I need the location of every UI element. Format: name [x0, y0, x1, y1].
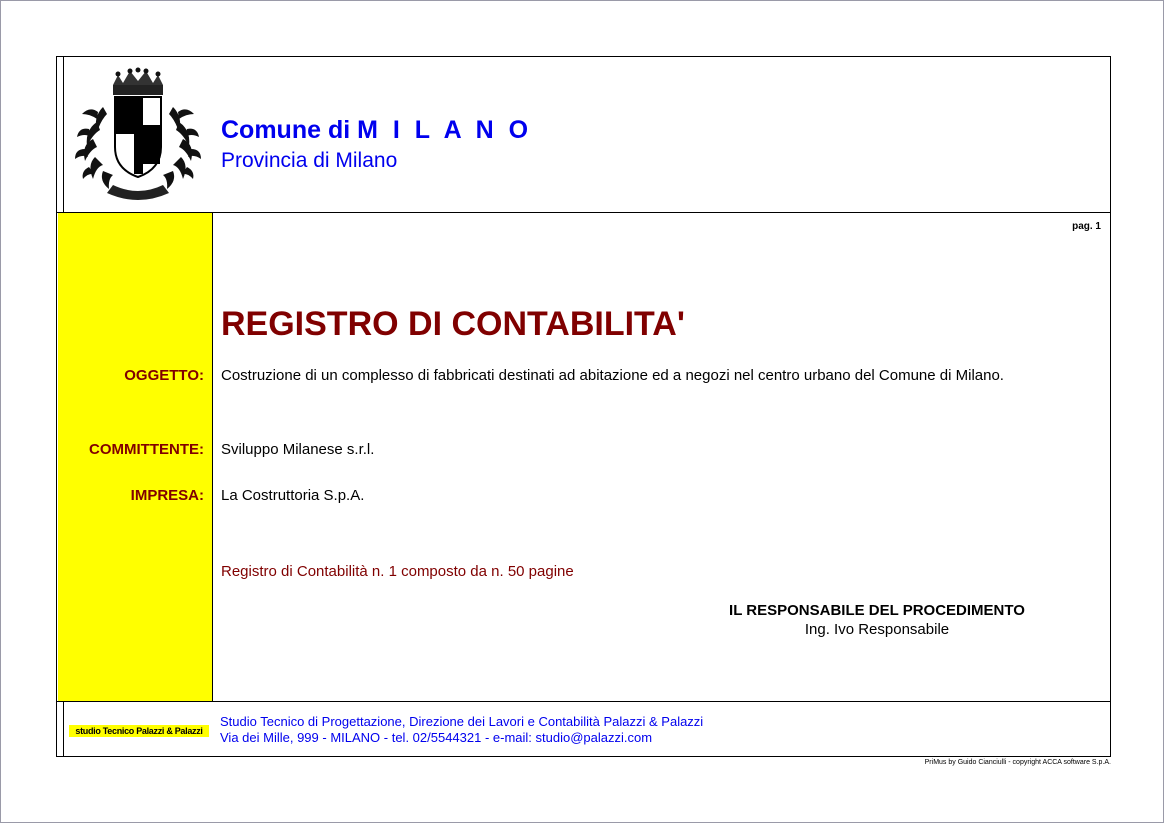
- footer-contact-line: Via dei Mille, 999 - MILANO - tel. 02/5544321 - e-mail: studio@palazzi.com: [220, 730, 653, 745]
- registro-note: Registro di Contabilità n. 1 composto da n. 50 pagine: [221, 563, 574, 580]
- committente-label: COMMITTENTE:: [89, 441, 204, 458]
- comune-prefix: Comune di: [221, 116, 358, 144]
- signature-title: IL RESPONSABILE DEL PROCEDIMENTO: [729, 602, 1025, 619]
- page-number: pag. 1: [1072, 221, 1101, 232]
- studio-logo: studio Tecnico Palazzi & Palazzi: [69, 725, 209, 737]
- document-frame: [56, 56, 1111, 757]
- footer: [57, 702, 1110, 756]
- software-credit: PriMus by Guido Cianciulli - copyright ACCA software S.p.A.: [924, 759, 1111, 766]
- footer-studio-line: Studio Tecnico di Progettazione, Direzione dei Lavori e Contabilità Palazzi & Palazzi: [220, 714, 704, 729]
- oggetto-label: OGGETTO:: [124, 367, 204, 384]
- signature-name: Ing. Ivo Responsabile: [804, 621, 950, 638]
- impresa-value: La Costruttoria S.p.A.: [221, 487, 365, 504]
- main-content: [213, 213, 1110, 701]
- comune-title: [221, 116, 532, 145]
- coat-of-arms-icon: [73, 67, 203, 202]
- committente-value: Sviluppo Milanese s.r.l.: [221, 441, 375, 458]
- comune-name: M I L A N O: [357, 116, 533, 144]
- oggetto-value: Costruzione di un complesso di fabbricati destinati ad abitazione ed a negozi nel centro urbano del Comune di Milano.: [221, 367, 1004, 384]
- document-title: REGISTRO DI CONTABILITA': [221, 305, 685, 343]
- impresa-label: IMPRESA:: [130, 487, 204, 504]
- header: [57, 57, 1110, 212]
- label-sidebar: [58, 213, 212, 701]
- provincia-subtitle: Provincia di Milano: [221, 149, 398, 172]
